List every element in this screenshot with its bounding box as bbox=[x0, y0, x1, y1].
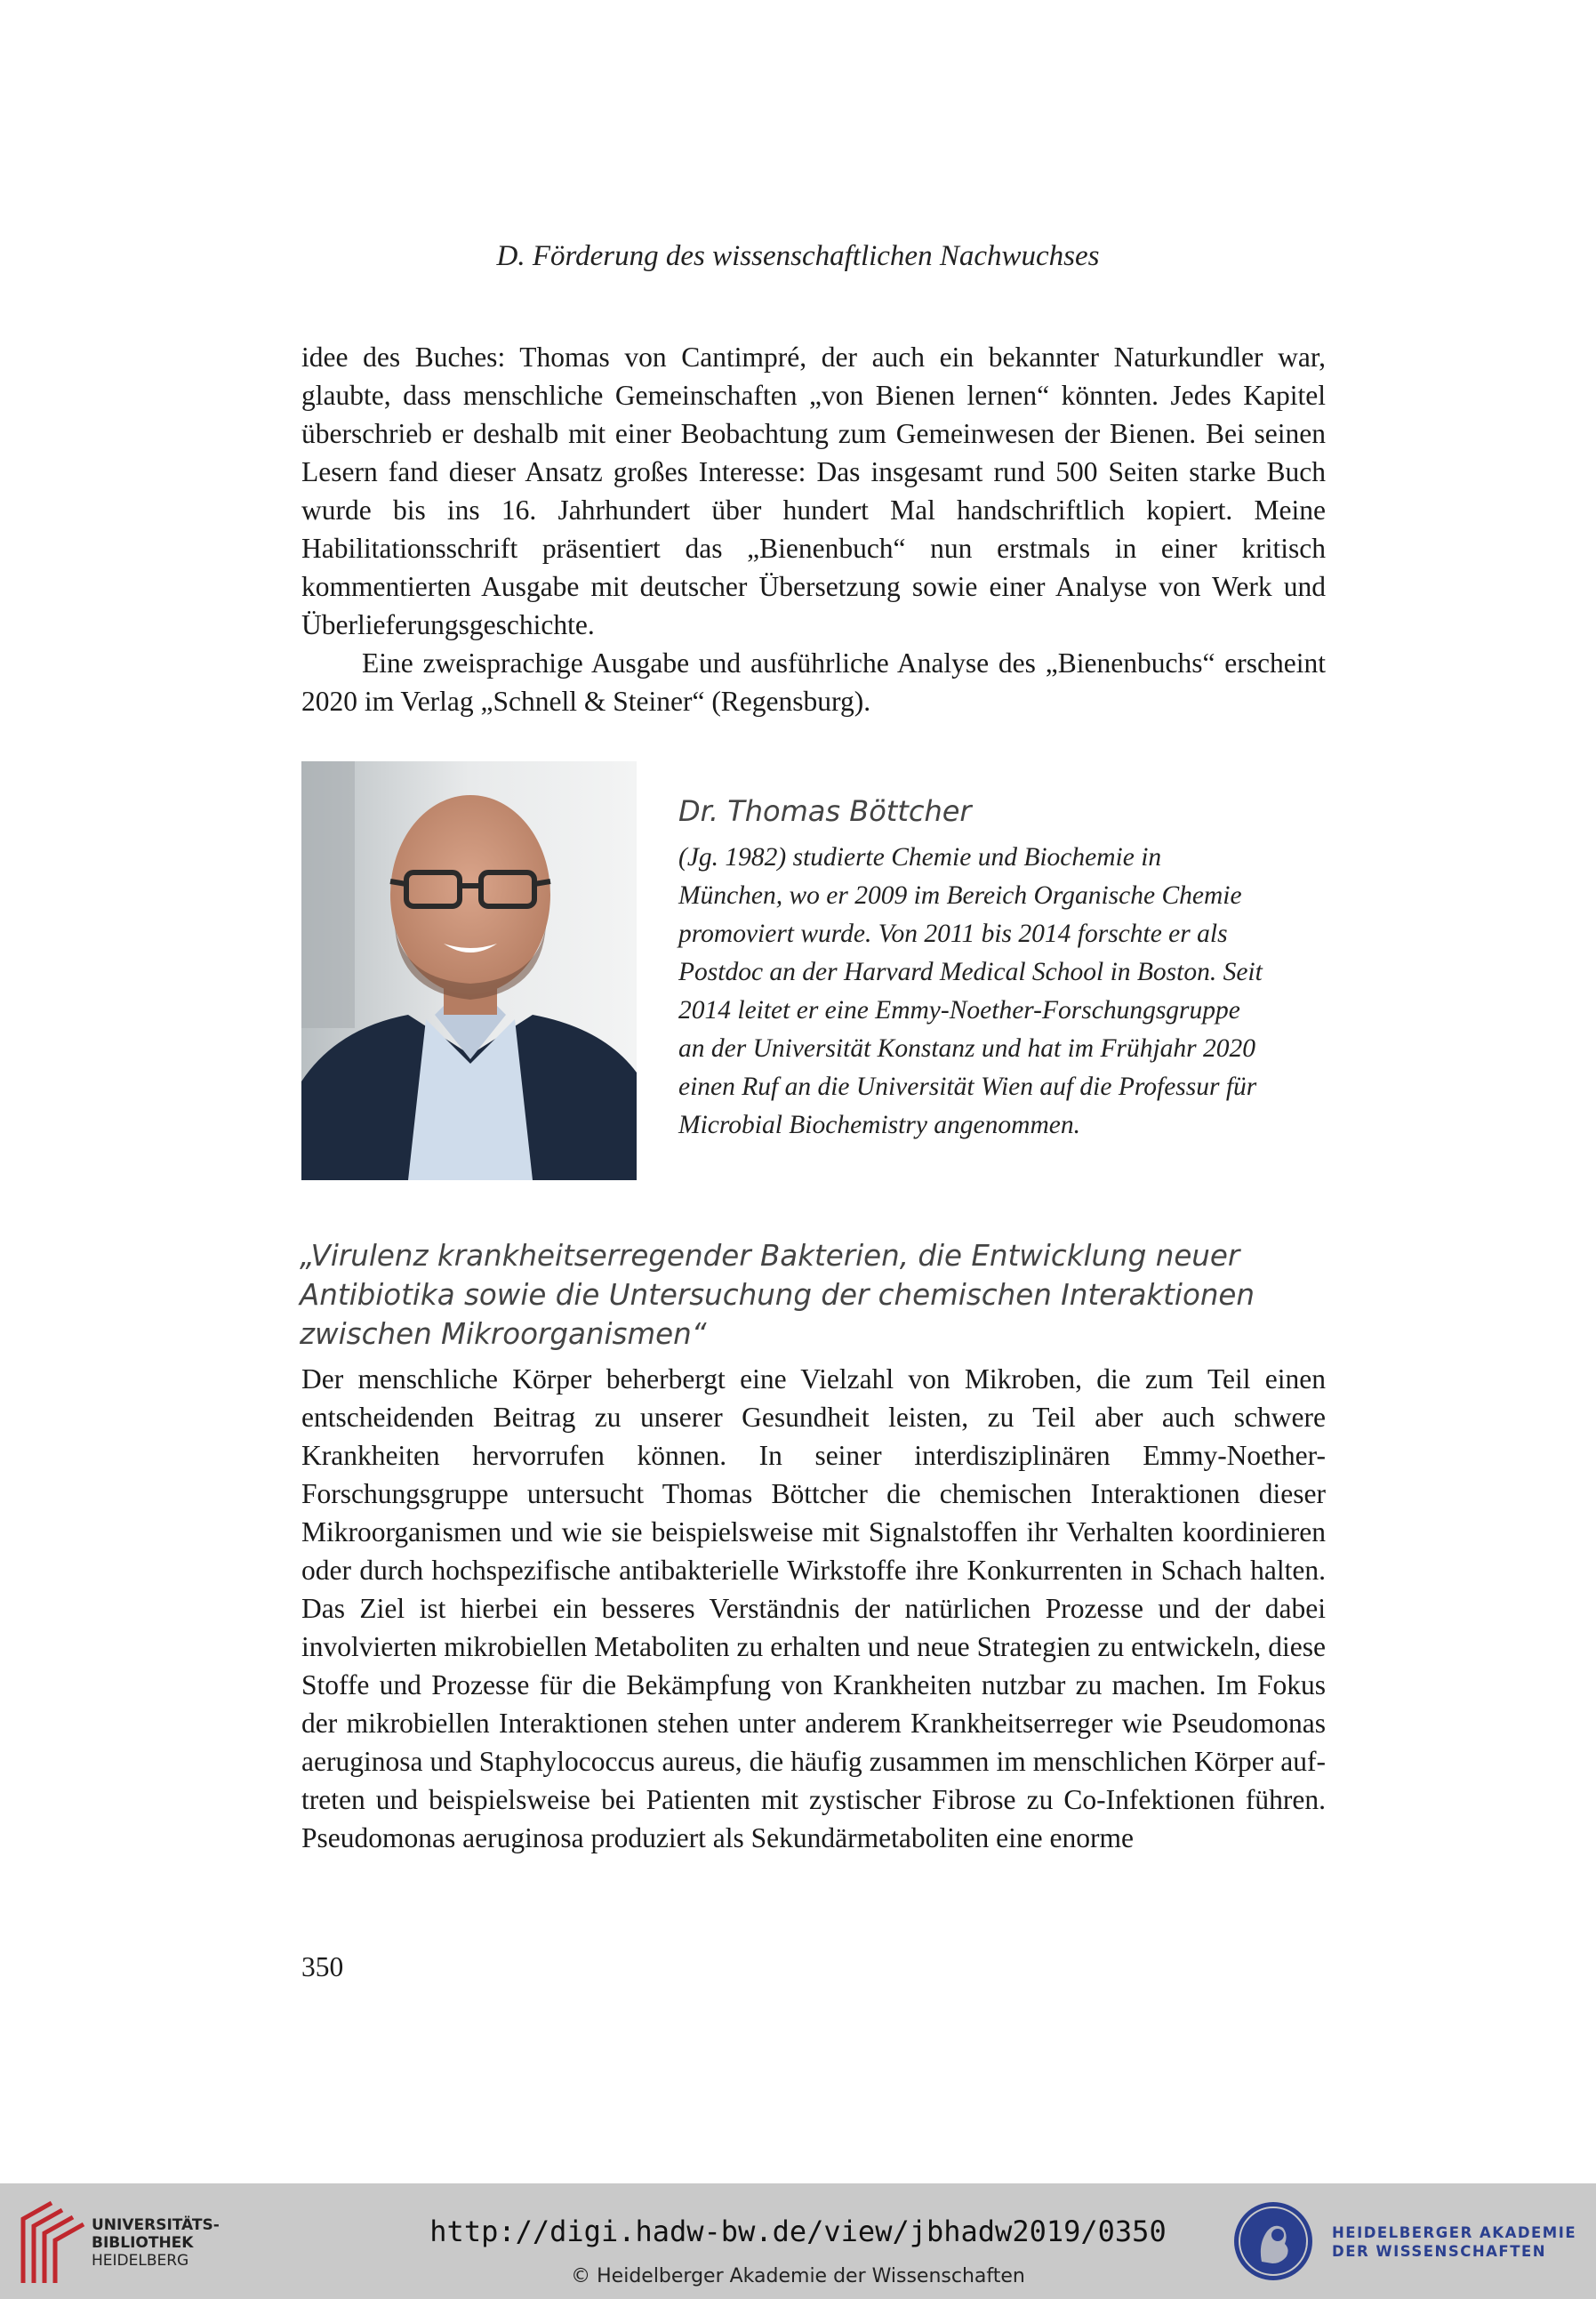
footer-bar bbox=[0, 2183, 1596, 2299]
academy-name bbox=[1332, 2223, 1576, 2261]
main-text bbox=[301, 1360, 1326, 1857]
footer-copyright: © Heidelberger Akademie der Wissenschaften bbox=[571, 2265, 1025, 2287]
intro-paragraph-1: idee des Buches: Thomas von Cantimpré, der auch ein bekannter Naturkundler war, glaubte, dass menschliche Gemeinschaften „von Bienen lernen“ könnten. Jedes Kapitel überschrieb er deshalb mit einer Beobachtung zum Gemeinwesen der Bienen. Bei seinen Lesern fand dieser Ansatz großes Interesse: Das insgesamt rund 500 Seiten starke Buch wurde bis ins 16. Jahrhundert über hundert Mal handschriftlich kopiert. Meine Habilitationsschrift präsentiert das „Bienenbuch“ nun erstmals in einer kritisch kommentierten Ausgabe mit deutscher Übersetzung sowie einer Analyse von Werk und Überlieferungsgeschichte. bbox=[301, 342, 1326, 640]
footer-url-link[interactable]: http://digi.hadw-bw.de/view/jbhadw2019/0350 bbox=[429, 2215, 1167, 2248]
intro-text bbox=[301, 338, 1326, 720]
bio-block bbox=[678, 794, 1265, 1145]
academy-seal-icon bbox=[1231, 2199, 1315, 2283]
portrait-photo bbox=[301, 761, 637, 1180]
intro-paragraph-2: Eine zweisprachige Ausgabe und ausführliche Analyse des „Bienenbuchs“ erscheint 2020 im Verlag „Schnell & Steiner“ (Regensburg). bbox=[301, 647, 1326, 717]
library-name-line-2: BIBLIOTHEK bbox=[92, 2234, 194, 2252]
page-number: 350 bbox=[301, 1951, 344, 1982]
running-head: D. Förderung des wissenschaftlichen Nachwuchses bbox=[496, 240, 1100, 272]
library-name-line-3: HEIDELBERG bbox=[92, 2252, 189, 2270]
section-title: „Virulenz krankheitserregender Bakterien, die Entwicklung neuer Antibiotika sowie die Untersuchung der chemischen Interaktionen zwischen Mikroorganismen“ bbox=[300, 1239, 1255, 1351]
academy-name-line-1: HEIDELBERGER AKADEMIE bbox=[1332, 2224, 1577, 2241]
library-name-line-1: UNIVERSITÄTS- bbox=[92, 2216, 220, 2234]
main-paragraph: Der menschliche Körper beherbergt eine Vielzahl von Mikroben, die zum Teil einen entscheidenden Beitrag zu unserer Gesundheit leisten, zu Teil aber auch schwere Krankheiten hervorrufen können. In seiner interdisziplinären Emmy-Noether-Forschungsgruppe untersucht Thomas Böttcher die chemischen Interaktionen dieser Mikroorganismen und wie sie beispielsweise mit Signalstoffen ihr Verhalten koordinieren oder durch hochspezifische antibakterielle Wirkstoffe ihre Konkurrenten in Schach halten. Das Ziel ist hierbei ein besseres Verständnis der natürlichen Prozesse und der dabei involvierten mikrobiellen Metaboliten zu erhalten und neue Strategien zu entwickeln, diese Stoffe und Prozesse für die Bekämpfung von Krankheiten nutzbar zu machen. Im Fokus der mikrobiellen Interaktionen stehen unter anderem Krankheitserreger wie Pseudomonas aeruginosa und Staphylococcus aureus, die häufig zusammen im menschlichen Körper auftreten und beispielsweise bei Patienten mit zystischer Fibrose zu Co-Infektionen führen. Pseudomonas aeruginosa produziert als Sekundärmetaboliten eine enorme bbox=[301, 1363, 1326, 1853]
bio-text: (Jg. 1982) studierte Chemie und Biochemie in München, wo er 2009 im Bereich Organische Chemie promoviert wurde. Von 2011 bis 2014 forschte er als Postdoc an der Harvard Medical School in Boston. Seit 2014 leitet er eine Emmy-Noether-Forschungsgruppe an der Universität Konstanz und hat im Frühjahr 2020 einen Ruf an die Universität Wien auf die Professur für Microbial Biochemistry angenommen. bbox=[678, 843, 1263, 1139]
portrait-illustration bbox=[301, 761, 637, 1180]
bio-name: Dr. Thomas Böttcher bbox=[678, 794, 972, 828]
academy-name-line-2: DER WISSENSCHAFTEN bbox=[1332, 2243, 1547, 2260]
